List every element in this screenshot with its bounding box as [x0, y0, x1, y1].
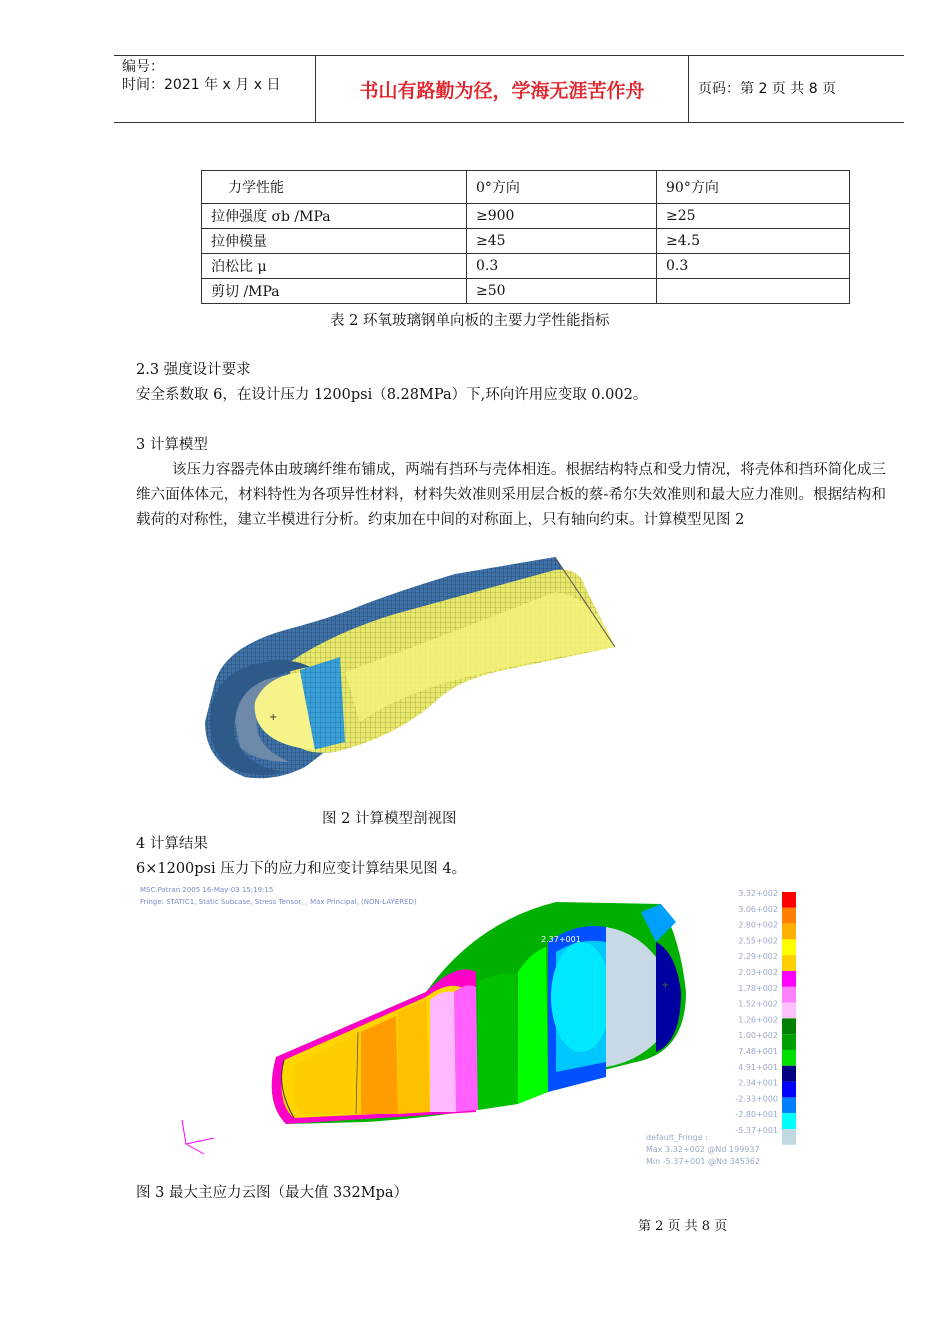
section-3-paragraph: 该压力容器壳体由玻璃纤维布铺成，两端有挡环与壳体相连。根据结构特点和受力情况，将壳体和挡环简化成三维六面体体元，材料特性为各项异性材料，材料失效准则采用层合板的蔡-希尔失效准则和最大应力准则。根据结构和载荷的对称性，建立半模进行分析。约束加在中间的对称面上，只有轴向约束。计算模型见图 2 [136, 462, 886, 528]
legend-swatch [782, 1129, 796, 1145]
section-2-3-text: 安全系数取 6，在设计压力 1200psi（8.28MPa）下,环向许用应变取 0.002。 [136, 387, 648, 403]
legend-label: 3.06+002 [738, 904, 778, 914]
table-cell: ≥900 [467, 204, 657, 229]
legend-swatch [782, 955, 796, 971]
table-cell: 拉伸强度 σb /MPa [202, 204, 467, 229]
section-4-text: 6×1200psi 压力下的应力和应变计算结果见图 4。 [136, 861, 467, 877]
section-4-title: 4 计算结果 [136, 836, 208, 852]
legend-swatch [782, 1050, 796, 1066]
fringe-min-label: Min -5.37+001 @Nd 345362 [646, 1157, 761, 1166]
header-meta [122, 58, 280, 94]
legend-label: 2.80+002 [738, 920, 778, 930]
table-caption: 表 2 环氧玻璃钢单向板的主要力学性能指标 [330, 313, 610, 329]
svg-text:+: + [269, 712, 278, 723]
legend-label: 3.32+002 [738, 889, 778, 898]
table-row [202, 229, 850, 254]
table-cell: ≥25 [657, 204, 850, 229]
table-cell: ≥50 [467, 279, 657, 304]
legend-swatch [782, 1018, 796, 1034]
header-top-rule [114, 55, 904, 56]
fringe-title-line2: Fringe: STATIC1, Static Subcase, Stress Tensor, , Max Principal, (NON-LAYERED) [140, 898, 417, 906]
figure-2-caption: 图 2 计算模型剖视图 [322, 811, 457, 827]
legend-swatch [782, 987, 796, 1003]
header-page-number: 页码：第 2 页 共 8 页 [698, 81, 837, 97]
legend-swatch [782, 1034, 796, 1050]
legend-label: 1.00+002 [738, 1031, 778, 1041]
header-number: 编号： [122, 59, 164, 75]
model-section-figure [195, 552, 635, 782]
table-header-row [202, 171, 850, 204]
header-divider-right [688, 55, 689, 122]
legend-label: 1.52+002 [738, 999, 778, 1009]
legend-label: 2.29+002 [738, 952, 778, 962]
mechanical-properties-table [201, 170, 850, 304]
section-2-3-title: 2.3 强度设计要求 [136, 362, 251, 378]
legend-swatch [782, 1003, 796, 1019]
table-row [202, 254, 850, 279]
stress-contour-plot [272, 902, 686, 1124]
fringe-max-label: Max 3.32+002 @Nd 199937 [646, 1145, 760, 1154]
legend-label: -5.37+001 [735, 1126, 778, 1135]
table-cell: ≥4.5 [657, 229, 850, 254]
legend-label: 2.55+002 [738, 936, 778, 946]
legend-swatch [782, 1097, 796, 1113]
legend-swatch [782, 1066, 796, 1082]
legend-swatch [782, 1113, 796, 1129]
table-header-cell: 90°方向 [657, 171, 850, 204]
fringe-legend [735, 889, 796, 1145]
table-header-cell: 0°方向 [467, 171, 657, 204]
legend-swatch [782, 939, 796, 955]
table-cell: 剪切 /MPa [202, 279, 467, 304]
table-row [202, 279, 850, 304]
legend-swatch [782, 924, 796, 940]
header-time: 时间：2021 年 x 月 x 日 [122, 77, 281, 93]
legend-label: 2.34+001 [738, 1078, 778, 1088]
fringe-default-label: default_Fringe : [646, 1133, 708, 1142]
header-bottom-rule [114, 122, 904, 123]
stress-fringe-figure [136, 882, 806, 1172]
table-row [202, 204, 850, 229]
axis-triad-icon [182, 1120, 214, 1154]
table-cell: ≥45 [467, 229, 657, 254]
table-cell [657, 279, 850, 304]
section-3-title: 3 计算模型 [136, 437, 208, 453]
legend-label: 1.78+002 [738, 983, 778, 993]
fringe-overlay-label: 2.37+001 [541, 935, 581, 944]
legend-label: -2.33+000 [735, 1094, 778, 1104]
legend-label: 4.91+001 [738, 1062, 778, 1072]
legend-swatch [782, 908, 796, 924]
legend-label: 1.26+002 [738, 1015, 778, 1025]
legend-label: 2.03+002 [738, 968, 778, 977]
table-cell: 0.3 [657, 254, 850, 279]
legend-label: 7.48+001 [738, 1047, 778, 1056]
header-motto: 书山有路勤为径，学海无涯苦作舟 [359, 80, 645, 102]
fringe-title-line1: MSC.Patran 2005 16-May-03 15:19:15 [140, 886, 274, 894]
legend-swatch [782, 971, 796, 987]
legend-label: -2.80+001 [735, 1110, 778, 1120]
table-header-cell: 力学性能 [202, 171, 467, 204]
table-cell: 拉伸模量 [202, 229, 467, 254]
legend-swatch [782, 892, 796, 908]
figure-3-caption: 图 3 最大主应力云图（最大值 332Mpa） [136, 1185, 409, 1201]
footer-page-number: 第 2 页 共 8 页 [638, 1219, 728, 1234]
legend-swatch [782, 1082, 796, 1098]
svg-text:+: + [661, 980, 670, 991]
table-cell: 泊松比 μ [202, 254, 467, 279]
table-cell: 0.3 [467, 254, 657, 279]
